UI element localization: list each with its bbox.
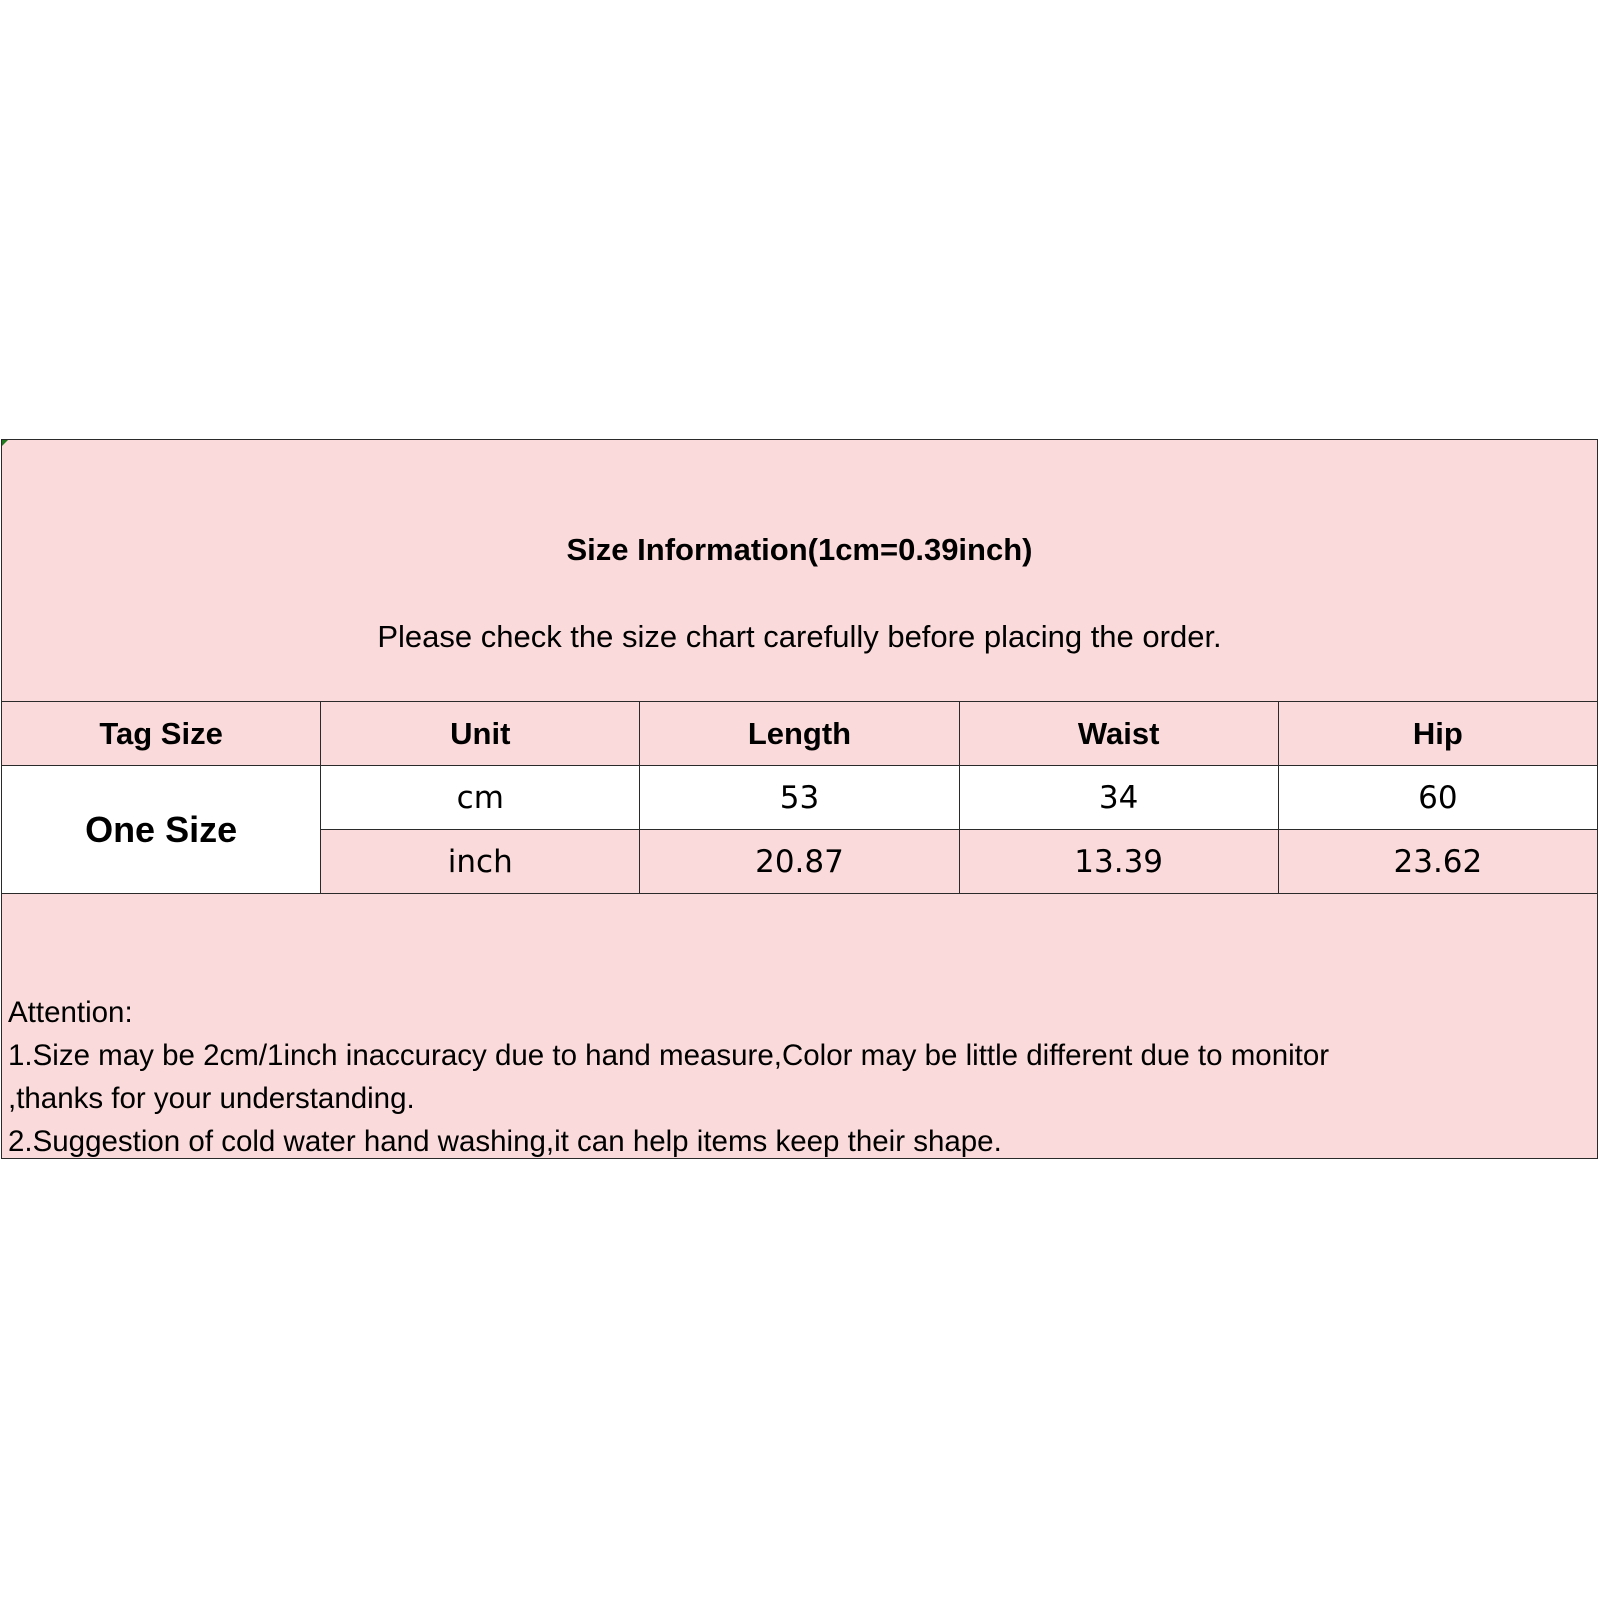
attention-note-1: 1.Size may be 2cm/1inch inaccuracy due to hand measure,Color may be little different due to monitor <box>8 1039 1330 1072</box>
table-header-row <box>2 702 1598 766</box>
header-hip: Hip <box>1278 702 1597 766</box>
attention-heading: Attention: <box>8 996 133 1029</box>
table-row <box>2 766 1598 830</box>
attention-notes <box>8 991 1588 1163</box>
size-table <box>1 701 1598 894</box>
waist-cell: 13.39 <box>959 830 1278 894</box>
corner-triangle-icon <box>2 440 8 446</box>
size-chart-panel <box>1 439 1598 1159</box>
header-tag-size: Tag Size <box>2 702 321 766</box>
attention-note-2: 2.Suggestion of cold water hand washing,it can help items keep their shape. <box>8 1125 1002 1158</box>
unit-cell: cm <box>321 766 640 830</box>
header-length: Length <box>640 702 959 766</box>
waist-cell: 34 <box>959 766 1278 830</box>
length-cell: 53 <box>640 766 959 830</box>
header-unit: Unit <box>321 702 640 766</box>
tag-size-cell: One Size <box>2 766 321 894</box>
size-chart-title: Size Information(1cm=0.39inch) <box>566 532 1033 567</box>
hip-cell: 60 <box>1278 766 1597 830</box>
length-cell: 20.87 <box>640 830 959 894</box>
attention-note-1-continued: ,thanks for your understanding. <box>8 1082 415 1115</box>
unit-cell: inch <box>321 830 640 894</box>
hip-cell: 23.62 <box>1278 830 1597 894</box>
size-chart-subtitle: Please check the size chart carefully before placing the order. <box>377 619 1222 654</box>
header-waist: Waist <box>959 702 1278 766</box>
